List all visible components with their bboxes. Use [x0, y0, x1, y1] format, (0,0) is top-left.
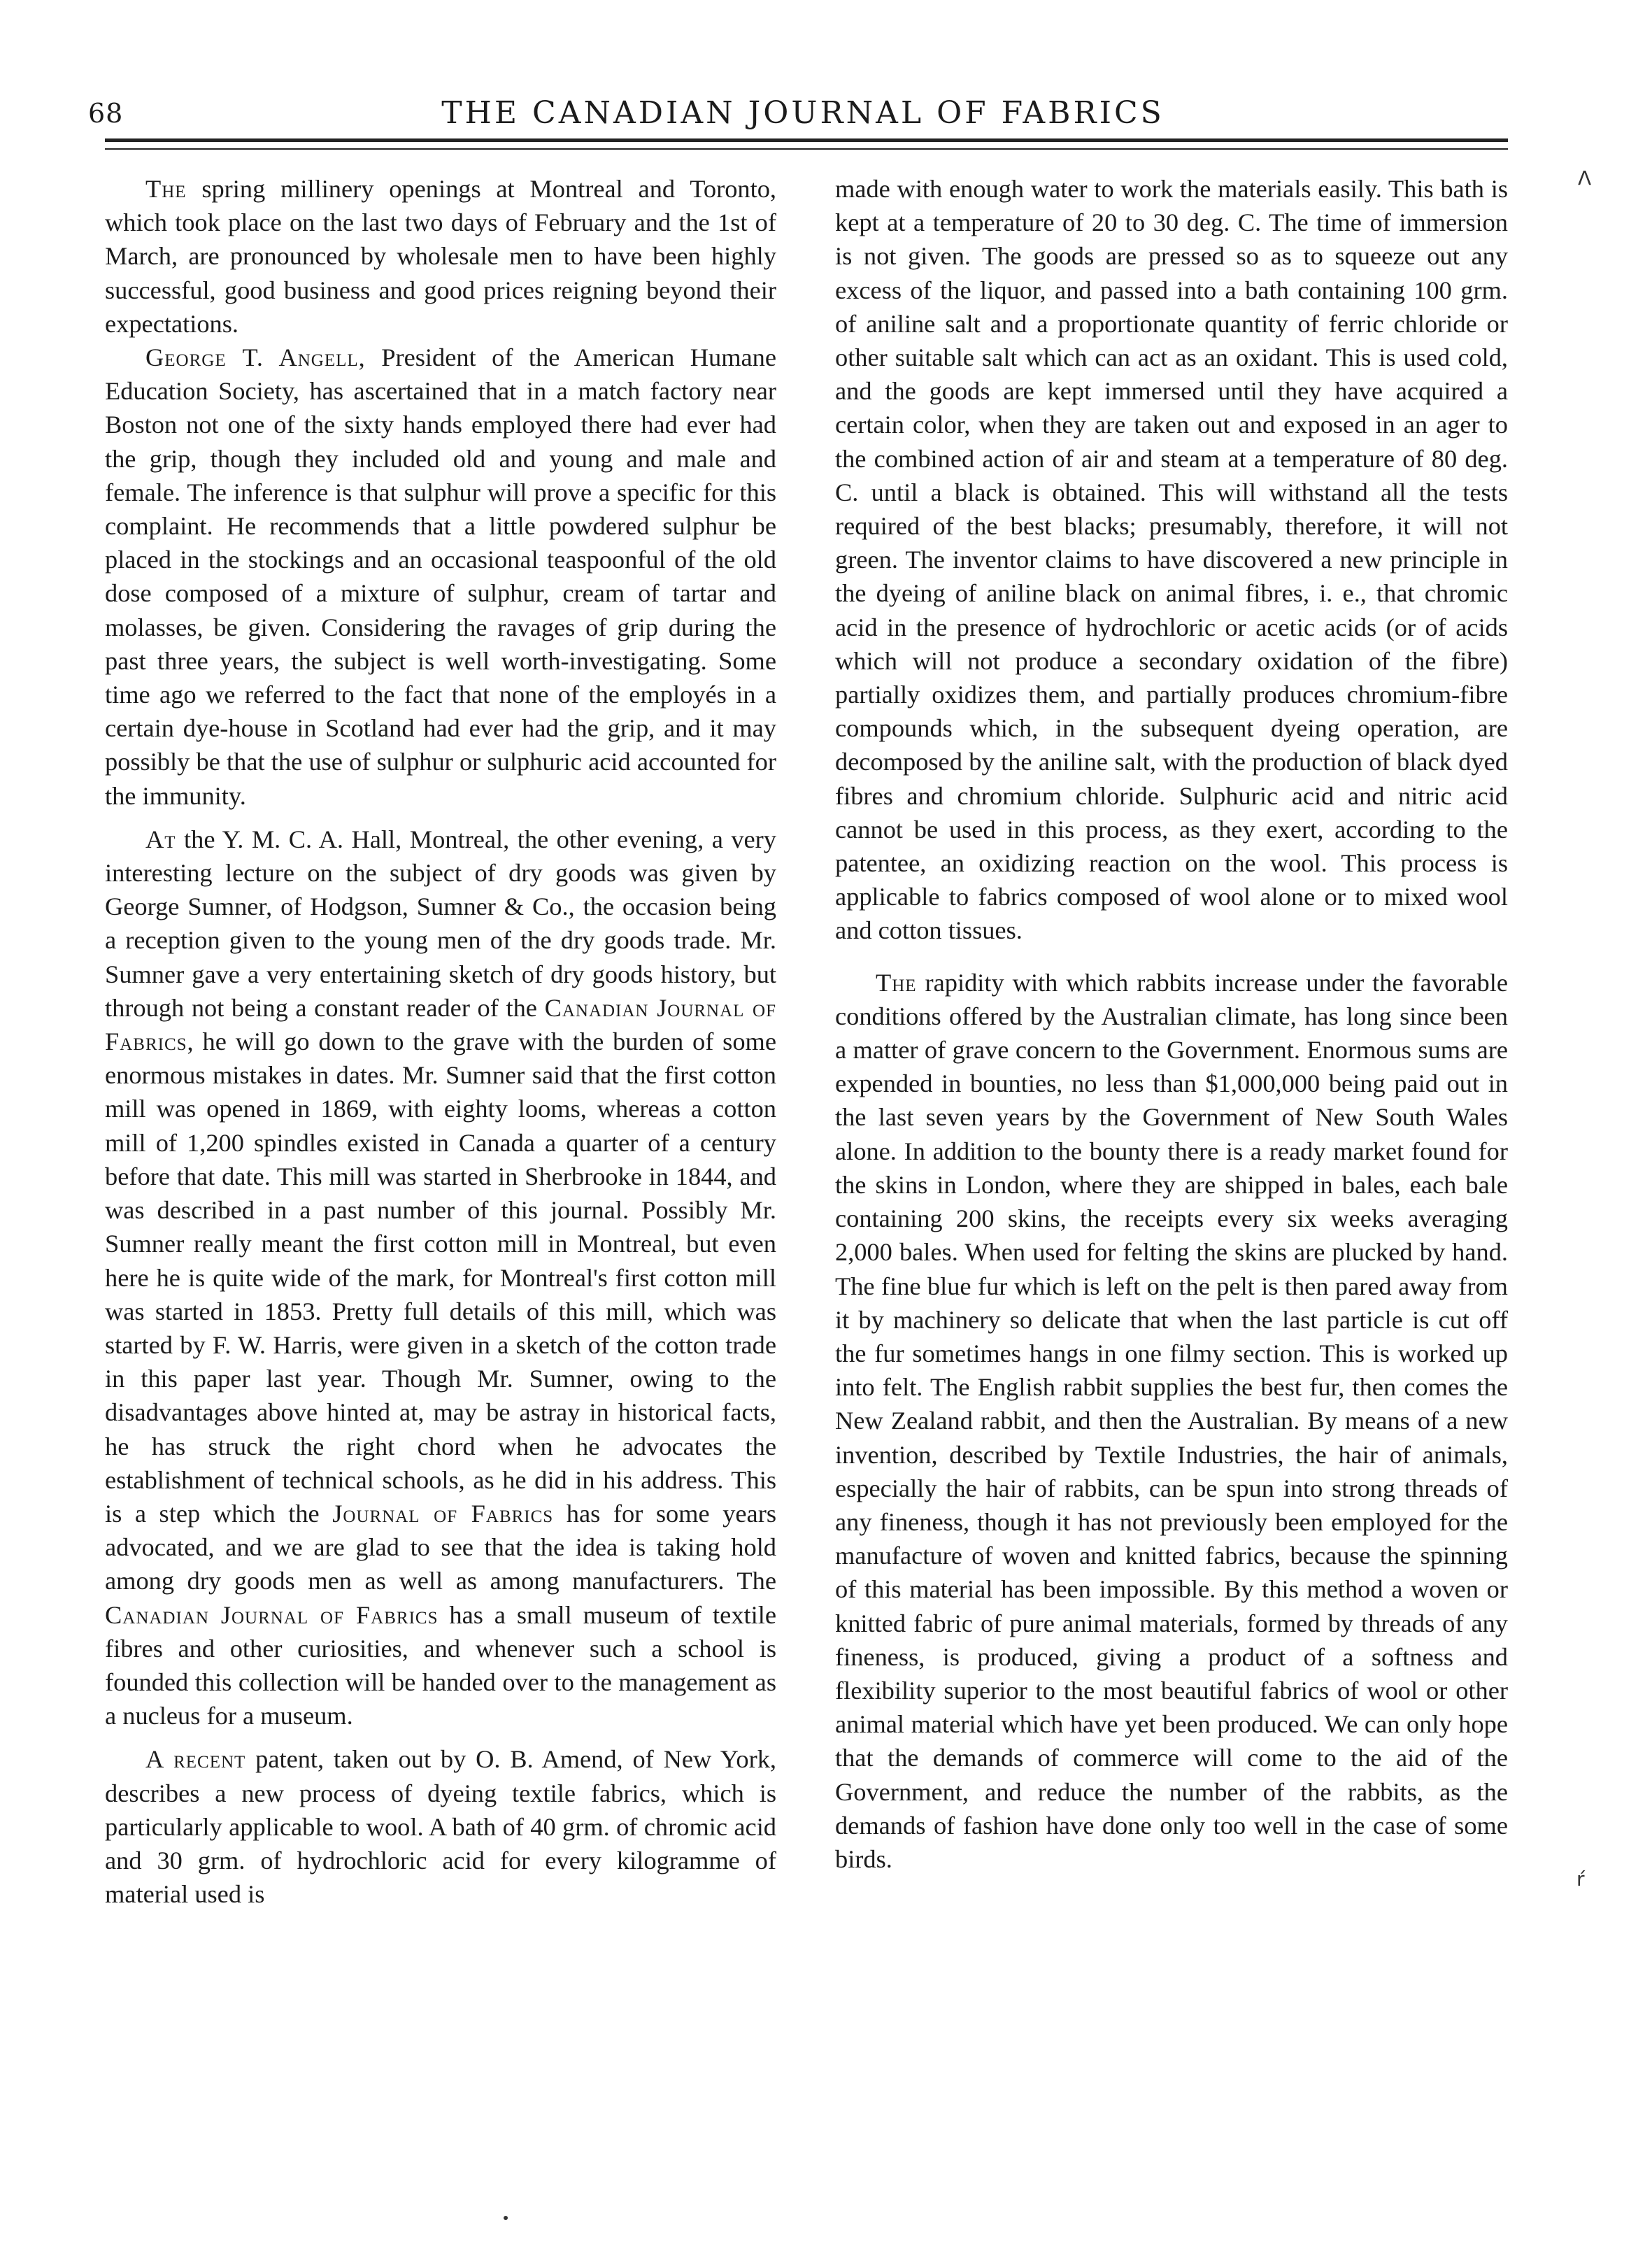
paragraph-rabbits [835, 966, 1508, 1876]
lead-in: At [145, 825, 176, 853]
paragraph-ymca-lecture [105, 823, 776, 1733]
right-column [835, 172, 1508, 1876]
paragraph-text: rapidity with which rabbits increase under the favorable conditions offered by the Australian climate, has long since been a matter of grave concern to the Government. Enormous sums are expended in bounties, no less than $1,000,000 being paid out in the last seven years by the Government of New South Wales alone. In addition to the bounty there is a ready market found for the skins in London, where they are shipped in bales, each bale containing 200 skins, the receipts every six weeks averaging 2,000 bales. When used for felting the skins are plucked by hand. The fine blue fur which is left on the pelt is then pared away from it by machinery so delicate that when the last particle is cut off the fur sometimes hangs in one filmy section. This is worked up into felt. The English rabbit supplies the best fur, then comes the New Zealand rabbit, and then the Australian. By means of a new invention, described by Textile Industries, the hair of animals, especially the hair of rabbits, can be spun into strong threads of any fineness, though it has not previously been employed for the manufacture of woven and knitted fabrics, because the spinning of this material has been impossible. By this method a woven or knitted fabric of pure animal materials, formed by threads of any fineness, is produced, giving a product of a softness and flexibility superior to the most beautiful fabrics of wool or other animal material which have yet been produced. We can only hope that the demands of commerce will come to the aid of the Government, and reduce the number of the rabbits, as the demands of fashion have done only too well in the case of some birds. [835, 968, 1508, 1873]
margin-mark-top: Λ [1578, 166, 1592, 190]
paragraph-text: patent, taken out by O. B. Amend, of New York, describes a new process of dyeing textile fabrics, which is particularly applicable to wool. A bath of 40 grm. of chromic acid and 30 grm. of hydrochloric acid for every kilogramme of material used is [105, 1745, 776, 1909]
lead-in: The [145, 175, 187, 203]
paragraph-amend-patent [105, 1742, 776, 1911]
journal-title: THE CANADIAN JOURNAL OF FABRICS [441, 95, 1165, 131]
journal-name: Canadian Journal of Fabrics [105, 1600, 439, 1629]
header-rule-thick [105, 138, 1508, 142]
paragraph-text: spring millinery openings at Montreal and Toronto, which took place on the last two days of February and the 1st of March, are pronounced by wholesale men to have been highly successful, good business and good prices reigning beyond their expectations. [105, 175, 776, 338]
ink-speck [504, 2216, 508, 2220]
paragraph-text: , he will go down to the grave with the burden of some enormous mistakes in dates. Mr. Sumner said that the first cotton mill was opened in 1869, with eighty looms, whereas a cotton mill of 1,200 spindles existed in Canada a quarter of a century before that date. This mill was started in Sherbrooke in 1844, and was described in a past number of this journal. Possibly Mr. Sumner really meant the first cotton mill in Montreal, but even here he is quite wide of the mark, for Montreal's first cotton mill was started in 1853. Pretty full details of this mill, which was started by F. W. Harris, were given in a sketch of the cotton trade in this paper last year. Though Mr. Sumner, owing to the disadvantages above hinted at, may be astray in historical facts, he has struck the right chord when he advocates the establishment of technical schools, as he did in his address. This is a step which the [105, 1027, 776, 1528]
lead-in: A recent [145, 1745, 246, 1774]
paragraph-angell [105, 341, 776, 813]
paragraph-millinery [105, 172, 776, 341]
lead-in: George T. Angell, [145, 343, 366, 372]
paragraph-text: has for some years advocated, and we are glad to see that the idea is taking hold among dry goods men as well as among manufacturers. The [105, 1499, 776, 1595]
left-column [105, 172, 776, 1911]
paragraph-patent-continued [835, 172, 1508, 948]
paragraph-text: made with enough water to work the materials easily. This bath is kept at a temperature of 20 to 30 deg. C. The time of immersion is not given. The goods are pressed so as to squeeze out any excess of the liquor, and passed into a bath containing 100 grm. of aniline salt and a proportionate quantity of ferric chloride or other suitable salt which can act as an oxidant. This is used cold, and the goods are kept immersed until they have acquired a certain color, when they are taken out and exposed in an ager to the combined action of air and steam at a temperature of 80 deg. C. until a black is obtained. This will withstand all the tests required of the best blacks; presumably, therefore, it will not green. The inventor claims to have discovered a new principle in the dyeing of aniline black on animal fibres, i. e., that chromic acid in the presence of hydrochloric or acetic acids (or of acids which will not produce a secondary oxidation of the fibre) partially oxidizes them, and partially produces chromium-fibre compounds which, in the subsequent dyeing operation, are decomposed by the aniline salt, with the production of black dyed fibres and chromium chloride. Sulphuric acid and nitric acid cannot be used in this process, as they exert, according to the patentee, an oxidizing reaction on the wool. This process is applicable to fabrics composed of wool alone or to mixed wool and cotton tissues. [835, 175, 1508, 945]
page-number: 68 [88, 98, 124, 129]
header-rule-thin [105, 148, 1508, 150]
journal-name: Canadian Journal of Fabrics [105, 993, 776, 1056]
paragraph-text: President of the American Humane Education Society, has ascertained that in a match factory near Boston not one of the sixty hands employed there had ever had the grip, though they included old and young and male and female. The inference is that sulphur will prove a specific for this complaint. He recommends that a little powdered sulphur be placed in the stockings and an occasional teaspoonful of the old dose composed of a mixture of sulphur, cream of tartar and molasses, be given. Considering the ravages of grip during the past three years, the subject is well worth-investigating. Some time ago we referred to the fact that none of the employés in a certain dye-house in Scotland had ever had the grip, and it may possibly be that the use of sulphur or sulphuric acid accounted for the immunity. [105, 343, 776, 810]
journal-name: Journal of Fabrics [332, 1499, 554, 1528]
running-head [88, 92, 1518, 137]
paragraph-text: has a small museum of textile fibres and other curiosities, and whenever such a school is founded this collection will be handed over to the management as a nucleus for a museum. [105, 1600, 776, 1730]
paragraph-text: the Y. M. C. A. Hall, Montreal, the other evening, a very interesting lecture on the subject of dry goods was given by George Sumner, of Hodgson, Sumner & Co., the occasion being a reception given to the young men of the dry goods trade. Mr. Sumner gave a very entertaining sketch of dry goods history, but through not being a constant reader of the [105, 825, 776, 1022]
margin-mark-middle: ŕ [1576, 1868, 1585, 1891]
lead-in: The [876, 968, 917, 997]
